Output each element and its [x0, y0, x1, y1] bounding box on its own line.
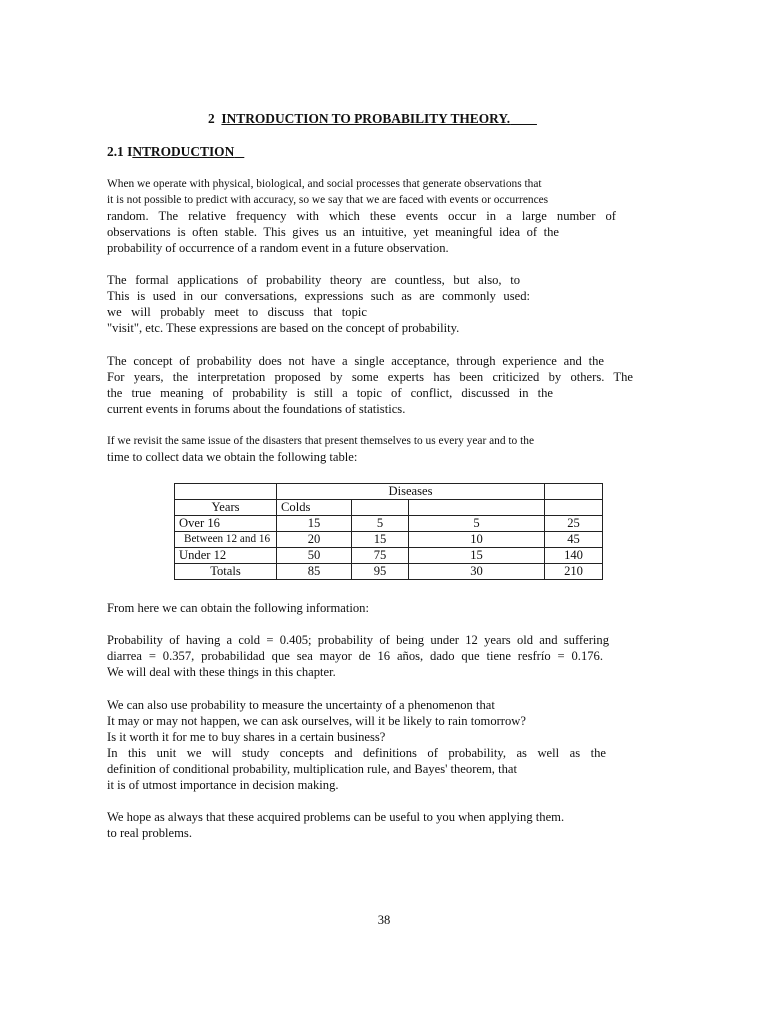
table-cell: 15: [409, 548, 545, 564]
para2-line-4: "visit", etc. These expressions are based on the concept of probability.: [107, 321, 460, 335]
table-cell: 20: [277, 532, 352, 548]
table-row: [175, 548, 603, 564]
table-cell: 15: [352, 532, 409, 548]
chapter-number: 2: [208, 111, 215, 126]
para5-line-1: From here we can obtain the following information:: [107, 601, 369, 615]
table-header-empty: [352, 500, 409, 516]
table-header-empty: [545, 484, 603, 500]
table-header-diseases: Diseases: [277, 484, 545, 500]
table-header-empty: [409, 500, 545, 516]
table-cell: 210: [545, 564, 603, 580]
table-cell: 75: [352, 548, 409, 564]
table-cell: 10: [409, 532, 545, 548]
table-row: [175, 516, 603, 532]
para1-line-3: random. The relative frequency with which these events occur in a large number of: [107, 209, 616, 223]
table-cell: 25: [545, 516, 603, 532]
section-title: NTRODUCTION: [132, 144, 235, 159]
table-cell: 45: [545, 532, 603, 548]
para6-line-2: diarrea = 0.357, probabilidad que sea mayor de 16 años, dado que tiene resfrío = 0.176.: [107, 649, 603, 663]
chapter-title: [208, 111, 537, 127]
table-header-empty: [175, 484, 277, 500]
para1-line-5: probability of occurrence of a random event in a future observation.: [107, 241, 449, 255]
table-cell-label: Under 12: [175, 548, 277, 564]
para3-line-3: the true meaning of probability is still a topic of conflict, discussed in the: [107, 386, 553, 400]
para1-line-2: it is not possible to predict with accuracy, so we say that we are faced with events or occurrences: [107, 194, 549, 206]
table-cell-label: Between 12 and 16: [175, 532, 277, 548]
para8-line-1: We hope as always that these acquired problems can be useful to you when applying them.: [107, 810, 565, 824]
para3-line-1: The concept of probability does not have a single acceptance, through experience and the: [107, 354, 604, 368]
table-row-totals: [175, 564, 603, 580]
para2-line-1: The formal applications of probability theory are countless, but also, to: [107, 273, 520, 287]
para3-line-4: current events in forums about the foundations of statistics.: [107, 402, 406, 416]
table-header-row: [175, 484, 603, 500]
table-cell: 15: [277, 516, 352, 532]
table-header-empty: [545, 500, 603, 516]
table-cell: 95: [352, 564, 409, 580]
para6-line-3: We will deal with these things in this chapter.: [107, 665, 336, 679]
para7-line-2: It may or may not happen, we can ask ourselves, will it be likely to rain tomorrow?: [107, 714, 526, 728]
para1-line-1: When we operate with physical, biological, and social processes that generate observations that: [107, 178, 542, 190]
para7-line-5: definition of conditional probability, multiplication rule, and Bayes' theorem, that: [107, 762, 517, 776]
para7-line-4: In this unit we will study concepts and definitions of probability, as well as the: [107, 746, 606, 760]
table-cell: 140: [545, 548, 603, 564]
page-number: 38: [377, 913, 391, 927]
para4-line-2: time to collect data we obtain the following table:: [107, 450, 358, 464]
table-cell-label: Totals: [175, 564, 277, 580]
table-cell: 50: [277, 548, 352, 564]
para7-line-6: it is of utmost importance in decision making.: [107, 778, 339, 792]
table-cell: 30: [409, 564, 545, 580]
para2-line-3: we will probably meet to discuss that topic: [107, 305, 367, 319]
table-subheader-row: [175, 500, 603, 516]
para7-line-1: We can also use probability to measure the uncertainty of a phenomenon that: [107, 698, 495, 712]
table-header-years: Years: [175, 500, 277, 516]
para7-line-3: Is it worth it for me to buy shares in a certain business?: [107, 730, 386, 744]
section-heading: [107, 144, 244, 160]
chapter-title-text: INTRODUCTION TO PROBABILITY THEORY.: [221, 111, 511, 126]
para4-line-1: If we revisit the same issue of the disasters that present themselves to us every year and to the: [107, 435, 535, 447]
para2-line-2: This is used in our conversations, expressions such as are commonly used:: [107, 289, 530, 303]
table-cell: 5: [409, 516, 545, 532]
table-cell: 5: [352, 516, 409, 532]
diseases-table: [174, 483, 603, 580]
table-header-colds: Colds: [277, 500, 352, 516]
para8-line-2: to real problems.: [107, 826, 192, 840]
para3-line-2: For years, the interpretation proposed by some experts has been criticized by others. The: [107, 370, 633, 384]
para1-line-4: observations is often stable. This gives us an intuitive, yet meaningful idea of the: [107, 225, 559, 239]
section-number: 2.1 I: [107, 144, 133, 159]
table-cell-label: Over 16: [175, 516, 277, 532]
table-cell: 85: [277, 564, 352, 580]
table-row: [175, 532, 603, 548]
para6-line-1: Probability of having a cold = 0.405; probability of being under 12 years old and suffering: [107, 633, 609, 647]
